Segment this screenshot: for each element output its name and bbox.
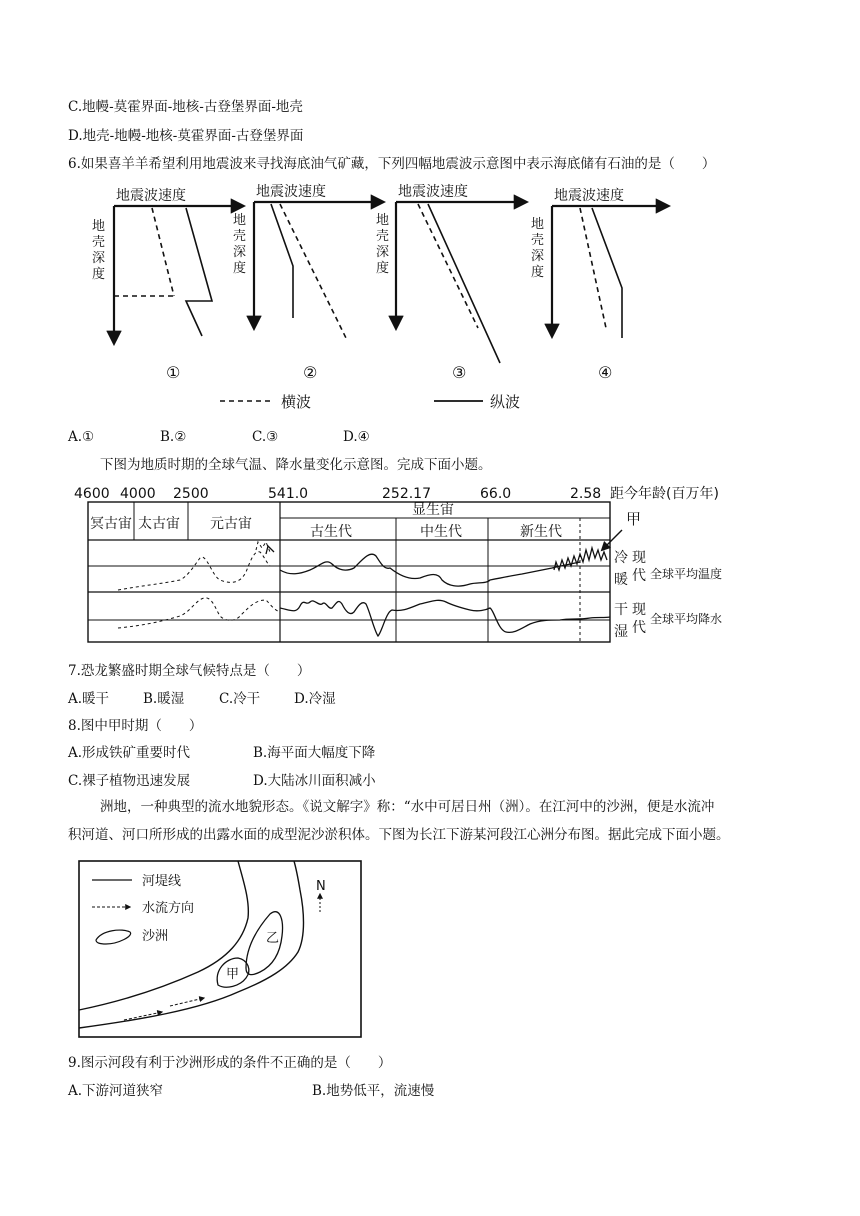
svg-text:干: 干 (614, 602, 628, 618)
option-5c: C.地幔-莫霍界面-地核-古登堡界面-地壳 (68, 99, 303, 115)
q7-option-c: C.冷干 (219, 691, 261, 707)
svg-text:度: 度 (92, 267, 106, 282)
svg-text:现: 现 (632, 550, 646, 566)
q7-option-d: D.冷湿 (294, 691, 336, 707)
q6-option-d: D.④ (343, 429, 370, 445)
q6-option-c: C.③ (252, 429, 279, 445)
svg-text:现: 现 (632, 602, 646, 618)
svg-text:度: 度 (233, 261, 247, 276)
svg-text:暖: 暖 (614, 572, 628, 588)
age-unit-label: 距今年龄(百万年) (610, 486, 719, 502)
svg-text:4000: 4000 (120, 486, 156, 502)
svg-text:壳: 壳 (531, 233, 545, 248)
intro-text-7: 下图为地质时期的全球气温、降水量变化示意图。完成下面小题。 (100, 457, 492, 473)
q6-option-a: A.① (68, 429, 95, 445)
svg-text:4600: 4600 (74, 486, 110, 502)
svg-text:湿: 湿 (614, 624, 628, 640)
legend-sandbar: 沙洲 (142, 929, 169, 944)
temperature-label: 全球平均温度 (650, 567, 723, 581)
q6-option-b: B.② (160, 429, 187, 445)
q8-option-b: B.海平面大幅度下降 (253, 745, 376, 761)
panel-label-4: ④ (598, 363, 613, 382)
wave-legend (220, 393, 520, 411)
question-7: 7.恐龙繁盛时期全球气候特点是（ ） (68, 663, 311, 679)
svg-text:地: 地 (233, 213, 247, 228)
svg-text:显生宙: 显生宙 (412, 502, 454, 518)
svg-text:古生代: 古生代 (310, 524, 352, 540)
svg-text:地震波速度: 地震波速度 (256, 184, 326, 200)
question-8: 8.图中甲时期（ ） (68, 718, 203, 734)
svg-text:冷: 冷 (614, 550, 628, 566)
wave-panel-4 (531, 187, 668, 382)
wave-panel-3 (376, 183, 526, 382)
svg-text:252.17: 252.17 (382, 486, 431, 502)
svg-text:深: 深 (531, 249, 545, 264)
q8-option-c: C.裸子植物迅速发展 (68, 773, 191, 789)
panel-label-3: ③ (452, 363, 467, 382)
svg-text:元古宙: 元古宙 (210, 516, 252, 532)
svg-text:冥古宙: 冥古宙 (90, 516, 132, 532)
svg-text:地: 地 (531, 217, 545, 232)
legend-solid-label: 纵波 (490, 393, 521, 411)
svg-text:太古宙: 太古宙 (138, 516, 180, 532)
q7-option-a: A.暖干 (68, 691, 110, 707)
precipitation-label: 全球平均降水 (650, 612, 723, 626)
legend-dashed-label: 横波 (281, 393, 312, 411)
legend-flow: 水流方向 (142, 901, 195, 916)
svg-text:新生代: 新生代 (520, 524, 562, 540)
passage-line-1: 洲地，一种典型的流水地貌形态。《说文解字》称：“水中可居日州（洲）。在江河中的沙洲，便是水流冲 (100, 799, 715, 815)
svg-text:度: 度 (376, 261, 390, 276)
marker-jia: 甲 (626, 510, 642, 528)
q8-option-d: D.大陆冰川面积减小 (253, 773, 376, 789)
svg-text:度: 度 (531, 265, 545, 280)
svg-text:深: 深 (92, 251, 106, 266)
panel-label-1: ① (166, 363, 181, 382)
svg-text:壳: 壳 (92, 235, 106, 250)
passage-line-2: 积河道、河口所形成的出露水面的成型泥沙淤积体。下图为长江下游某河段江心洲分布图。据此完成下面小题。 (68, 827, 730, 843)
svg-text:代: 代 (632, 620, 646, 636)
svg-text:66.0: 66.0 (480, 486, 512, 502)
panel-label-2: ② (303, 363, 318, 382)
q7-option-b: B.暖湿 (143, 691, 185, 707)
svg-text:地震波速度: 地震波速度 (398, 184, 468, 200)
q9-option-b: B.地势低平，流速慢 (312, 1083, 435, 1099)
river-sandbar-map (78, 860, 362, 1038)
svg-text:541.0: 541.0 (268, 486, 309, 502)
climate-figure (70, 480, 760, 650)
svg-text:中生代: 中生代 (420, 524, 462, 540)
question-6: 6.如果喜羊羊希望利用地震波来寻找海底油气矿藏，下列四幅地震波示意图中表示海底储有石油的是（ ） (68, 156, 716, 172)
sandbar-jia-label: 甲 (226, 967, 240, 982)
svg-text:2.58: 2.58 (570, 486, 602, 502)
svg-text:深: 深 (233, 245, 247, 260)
sandbar-yi-label: 乙 (266, 931, 280, 946)
option-5d: D.地壳-地幔-地核-莫霍界面-古登堡界面 (68, 128, 304, 144)
seismic-wave-figure (78, 178, 698, 418)
svg-text:地: 地 (376, 213, 390, 228)
legend-levee: 河堤线 (142, 874, 182, 889)
svg-text:地震波速度: 地震波速度 (554, 188, 624, 204)
svg-text:代: 代 (632, 568, 646, 584)
svg-text:2500: 2500 (173, 486, 209, 502)
q8-option-a: A.形成铁矿重要时代 (68, 745, 191, 761)
svg-text:深: 深 (376, 245, 390, 260)
svg-text:壳: 壳 (376, 229, 390, 244)
svg-text:壳: 壳 (233, 229, 247, 244)
north-arrow-label: N (316, 879, 326, 894)
x-axis-label-1: 地震波速度 (116, 188, 186, 204)
question-9: 9.图示河段有利于沙洲形成的条件不正确的是（ ） (68, 1055, 392, 1071)
wave-panel-2 (233, 183, 383, 382)
wave-panel-1 (92, 187, 243, 382)
q9-option-a: A.下游河道狭窄 (68, 1083, 164, 1099)
svg-text:地: 地 (92, 219, 106, 234)
